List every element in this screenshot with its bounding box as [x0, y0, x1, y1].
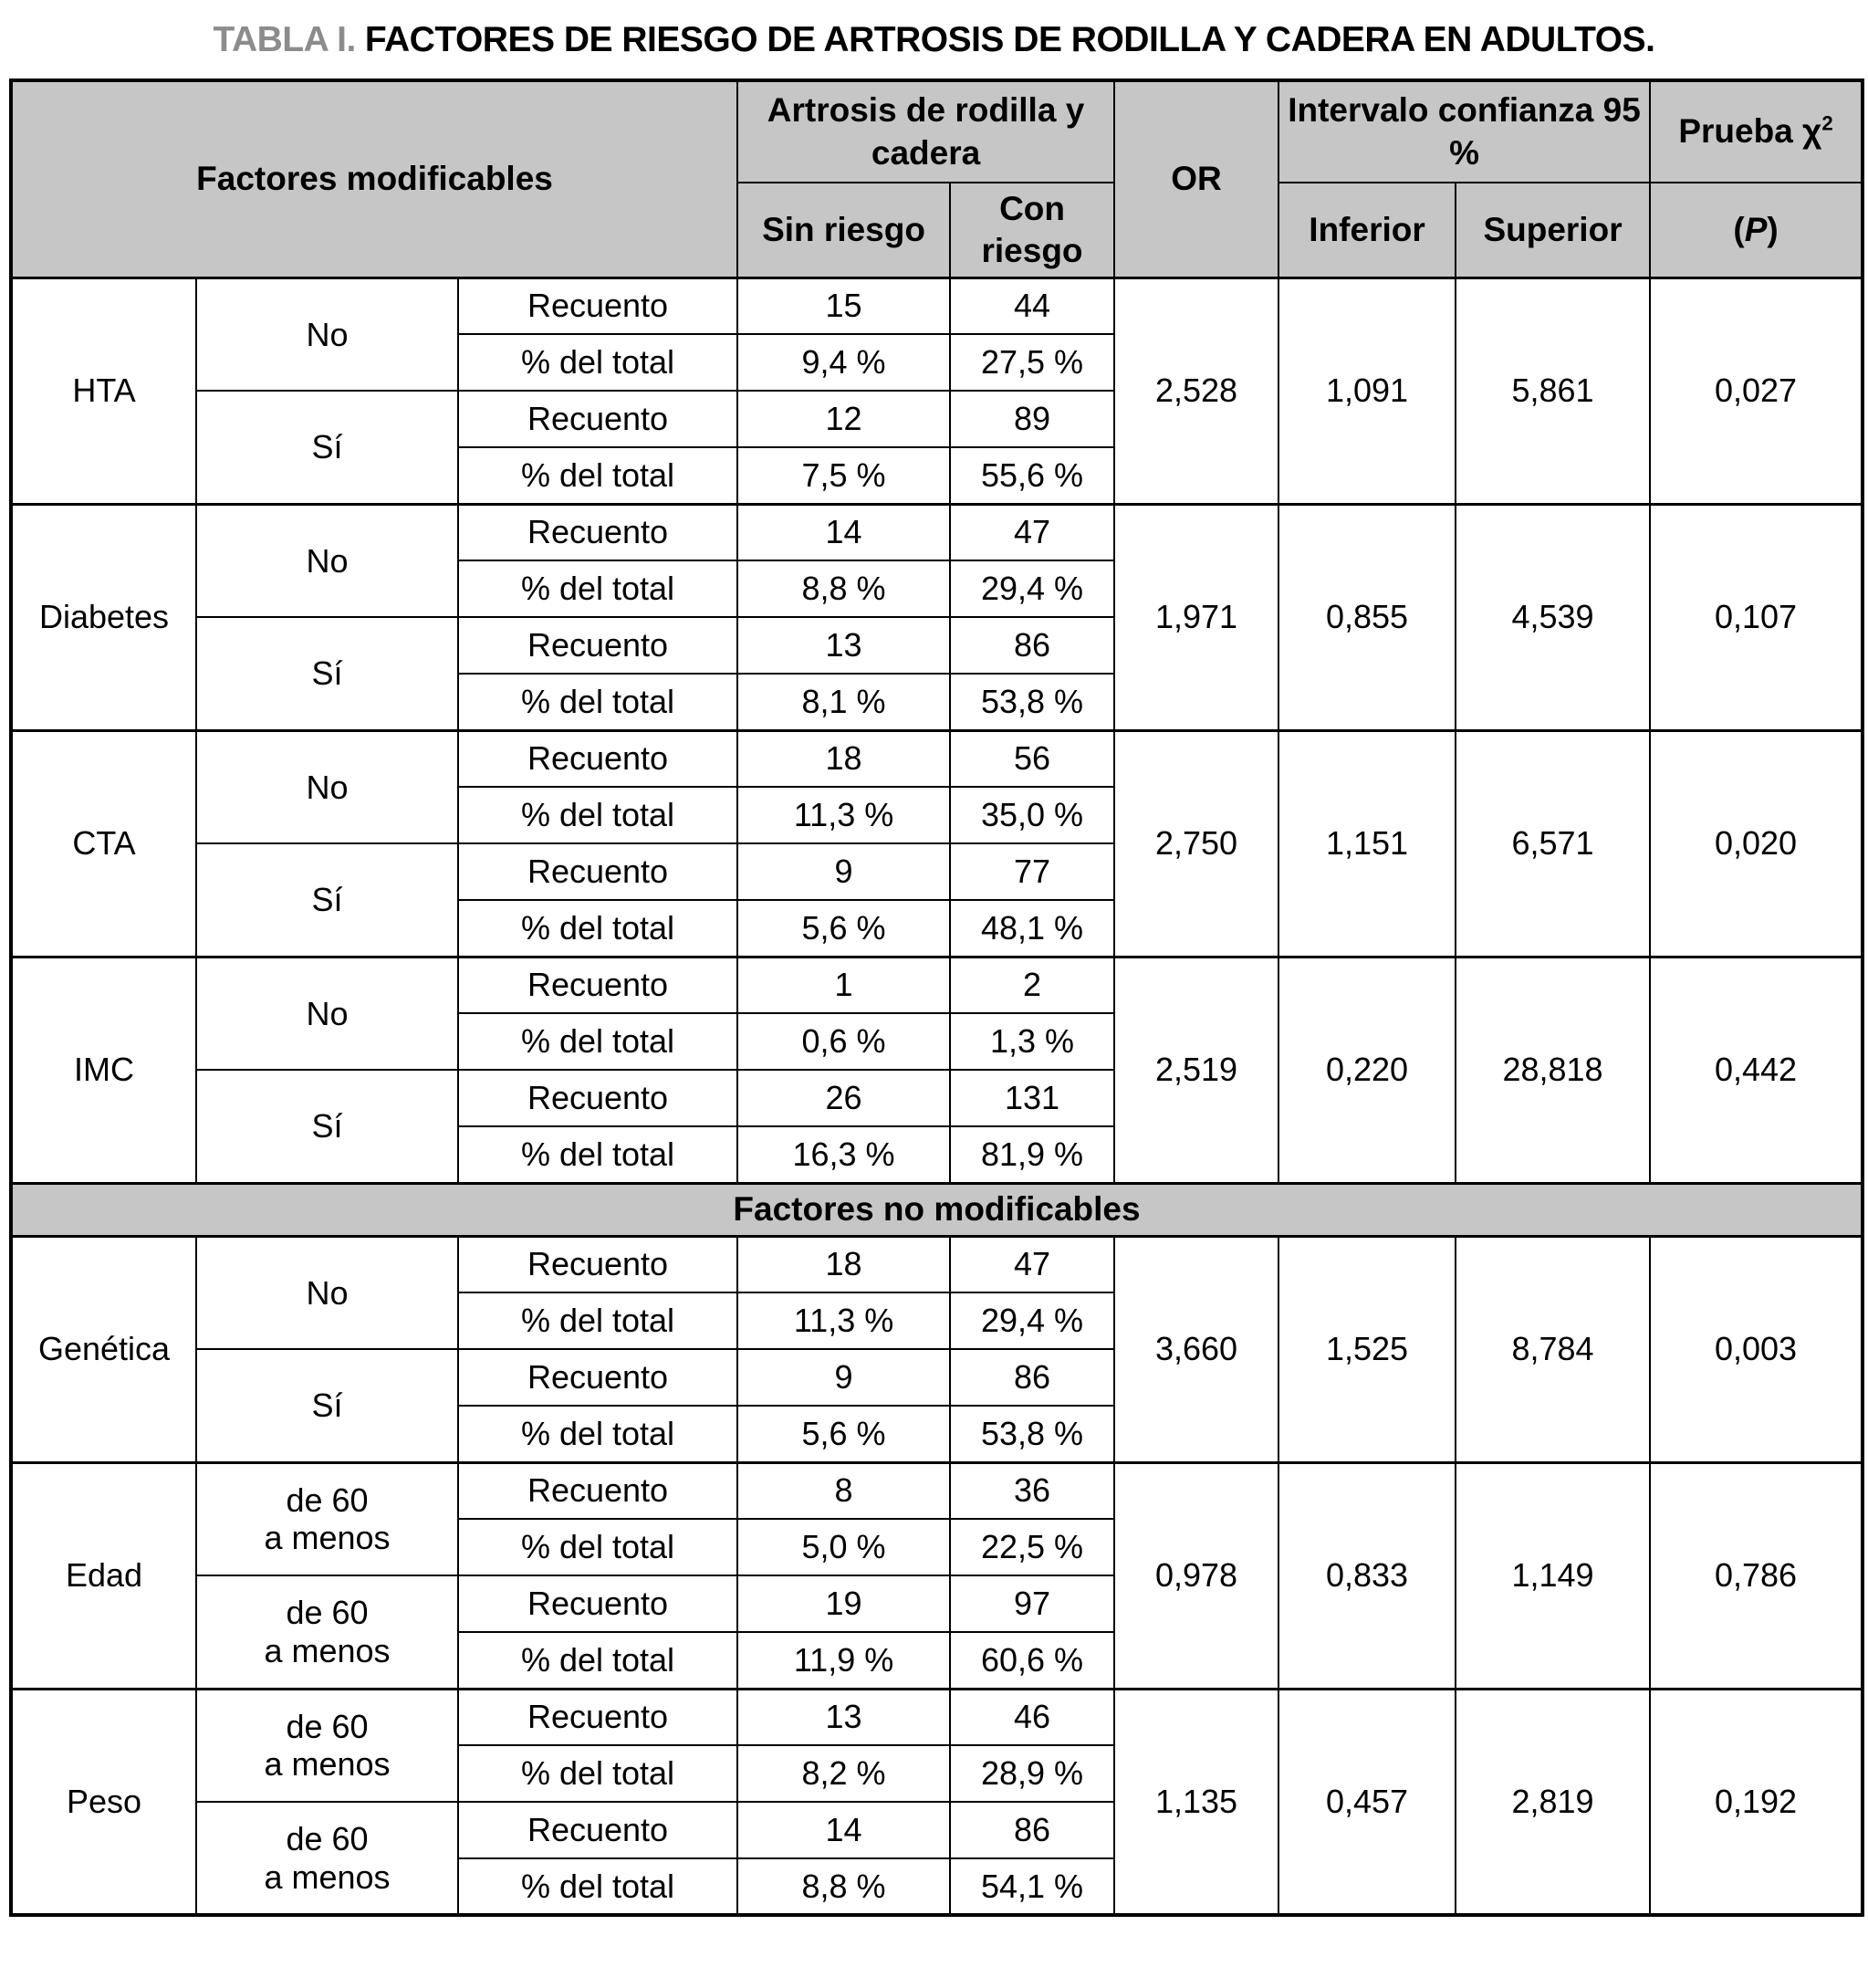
value-cell: 2 [950, 957, 1114, 1013]
level-line: de 60 [286, 1594, 369, 1632]
p-letter: P [1744, 210, 1768, 248]
value-cell: 1,3 % [950, 1013, 1114, 1070]
value-cell: 54,1 % [950, 1858, 1114, 1915]
metric-label: % del total [458, 1406, 737, 1462]
level-line: a menos [264, 1745, 391, 1784]
value-cell: 11,9 % [737, 1632, 950, 1689]
section-header: Factores no modificables [11, 1183, 1863, 1236]
header-con-riesgo: Con riesgo [950, 183, 1114, 277]
value-cell: 26 [737, 1070, 950, 1126]
value-cell: 19 [737, 1575, 950, 1632]
level-label [196, 1575, 458, 1689]
value-cell: 18 [737, 1236, 950, 1292]
ci-inferior-value: 1,151 [1278, 730, 1456, 957]
value-cell: 5,6 % [737, 900, 950, 957]
metric-label: % del total [458, 674, 737, 730]
level-line: de 60 [286, 1707, 369, 1745]
value-cell: 47 [950, 504, 1114, 560]
header-factores-modificables: Factores modificables [11, 80, 737, 277]
level-line: Sí [311, 428, 343, 466]
ci-superior-value: 8,784 [1456, 1236, 1650, 1462]
value-cell: 22,5 % [950, 1519, 1114, 1575]
level-label [196, 1802, 458, 1915]
ci-inferior-value: 0,855 [1278, 504, 1456, 730]
level-line: No [306, 1273, 349, 1312]
header-prueba-chi2 [1650, 80, 1863, 183]
table-row [11, 1462, 1863, 1519]
metric-label: % del total [458, 1126, 737, 1183]
ci-superior-value: 5,861 [1456, 277, 1650, 504]
metric-label: Recuento [458, 1349, 737, 1406]
p-value: 0,192 [1650, 1689, 1863, 1915]
table-row [11, 730, 1863, 787]
ci-superior-value: 6,571 [1456, 730, 1650, 957]
value-cell: 29,4 % [950, 560, 1114, 617]
level-label [196, 504, 458, 617]
table-title-label: TABLA I. [213, 20, 356, 59]
level-label [196, 1462, 458, 1575]
level-label [196, 277, 458, 391]
factor-label: Genética [11, 1236, 196, 1462]
factor-label: Peso [11, 1689, 196, 1915]
value-cell: 47 [950, 1236, 1114, 1292]
value-cell: 8,2 % [737, 1745, 950, 1802]
level-label [196, 1070, 458, 1183]
factor-label: Edad [11, 1462, 196, 1689]
table-title [0, 20, 1868, 60]
or-value: 1,135 [1114, 1689, 1278, 1915]
value-cell: 81,9 % [950, 1126, 1114, 1183]
level-line: Sí [311, 1386, 343, 1425]
metric-label: Recuento [458, 1236, 737, 1292]
level-line: No [306, 768, 349, 806]
metric-label: % del total [458, 1013, 737, 1070]
header-sin-riesgo: Sin riesgo [737, 183, 950, 277]
metric-label: % del total [458, 1292, 737, 1349]
level-line: Sí [311, 654, 343, 693]
header-inferior: Inferior [1278, 183, 1456, 277]
value-cell: 18 [737, 730, 950, 787]
value-cell: 35,0 % [950, 787, 1114, 843]
p-paren-open: ( [1733, 210, 1745, 248]
or-value: 2,750 [1114, 730, 1278, 957]
p-value: 0,027 [1650, 277, 1863, 504]
level-label [196, 1236, 458, 1349]
or-value: 2,528 [1114, 277, 1278, 504]
level-label [196, 617, 458, 730]
metric-label: Recuento [458, 843, 737, 900]
metric-label: Recuento [458, 1802, 737, 1858]
or-value: 3,660 [1114, 1236, 1278, 1462]
or-value: 0,978 [1114, 1462, 1278, 1689]
level-line: Sí [311, 881, 343, 919]
level-label [196, 957, 458, 1070]
metric-label: % del total [458, 787, 737, 843]
level-label [196, 391, 458, 504]
value-cell: 15 [737, 277, 950, 334]
value-cell: 9 [737, 843, 950, 900]
value-cell: 46 [950, 1689, 1114, 1745]
value-cell: 44 [950, 277, 1114, 334]
ci-superior-value: 4,539 [1456, 504, 1650, 730]
p-value: 0,020 [1650, 730, 1863, 957]
level-line: a menos [264, 1519, 391, 1557]
level-line: de 60 [286, 1481, 369, 1519]
value-cell: 36 [950, 1462, 1114, 1519]
metric-label: % del total [458, 334, 737, 391]
level-line: No [306, 541, 349, 580]
table-row [11, 957, 1863, 1013]
value-cell: 11,3 % [737, 787, 950, 843]
p-value: 0,107 [1650, 504, 1863, 730]
level-line: Sí [311, 1107, 343, 1146]
ci-superior-value: 2,819 [1456, 1689, 1650, 1915]
metric-label: Recuento [458, 1070, 737, 1126]
ci-superior-value: 1,149 [1456, 1462, 1650, 1689]
p-value: 0,442 [1650, 957, 1863, 1183]
value-cell: 8,8 % [737, 560, 950, 617]
metric-label: Recuento [458, 1462, 737, 1519]
value-cell: 86 [950, 1349, 1114, 1406]
table-row [11, 1236, 1863, 1292]
ci-inferior-value: 0,833 [1278, 1462, 1456, 1689]
level-label [196, 730, 458, 843]
header-p [1650, 183, 1863, 277]
metric-label: Recuento [458, 1575, 737, 1632]
metric-label: Recuento [458, 730, 737, 787]
or-value: 1,971 [1114, 504, 1278, 730]
metric-label: Recuento [458, 957, 737, 1013]
table-row [11, 1689, 1863, 1745]
metric-label: Recuento [458, 391, 737, 447]
metric-label: % del total [458, 900, 737, 957]
header-artrosis: Artrosis de rodilla y cadera [737, 80, 1114, 183]
value-cell: 13 [737, 1689, 950, 1745]
factor-label: IMC [11, 957, 196, 1183]
prueba-exponent: 2 [1821, 112, 1833, 136]
value-cell: 55,6 % [950, 447, 1114, 504]
section-band-row [11, 1183, 1863, 1236]
table-row [11, 277, 1863, 334]
value-cell: 28,9 % [950, 1745, 1114, 1802]
value-cell: 8 [737, 1462, 950, 1519]
level-line: a menos [264, 1631, 391, 1669]
metric-label: Recuento [458, 1689, 737, 1745]
value-cell: 8,8 % [737, 1858, 950, 1915]
table-row [11, 504, 1863, 560]
value-cell: 0,6 % [737, 1013, 950, 1070]
value-cell: 56 [950, 730, 1114, 787]
p-value: 0,786 [1650, 1462, 1863, 1689]
value-cell: 12 [737, 391, 950, 447]
level-line: a menos [264, 1857, 391, 1896]
value-cell: 13 [737, 617, 950, 674]
value-cell: 27,5 % [950, 334, 1114, 391]
ci-superior-value: 28,818 [1456, 957, 1650, 1183]
metric-label: % del total [458, 447, 737, 504]
value-cell: 86 [950, 1802, 1114, 1858]
header-row-1 [11, 80, 1863, 183]
value-cell: 86 [950, 617, 1114, 674]
value-cell: 89 [950, 391, 1114, 447]
ci-inferior-value: 1,525 [1278, 1236, 1456, 1462]
value-cell: 9,4 % [737, 334, 950, 391]
level-label [196, 843, 458, 957]
level-line: de 60 [286, 1820, 369, 1858]
header-intervalo-confianza: Intervalo confianza 95 % [1278, 80, 1650, 183]
level-line: No [306, 315, 349, 353]
value-cell: 97 [950, 1575, 1114, 1632]
metric-label: % del total [458, 1632, 737, 1689]
risk-factors-table [9, 78, 1864, 1917]
factor-label: HTA [11, 277, 196, 504]
value-cell: 60,6 % [950, 1632, 1114, 1689]
p-value: 0,003 [1650, 1236, 1863, 1462]
header-superior: Superior [1456, 183, 1650, 277]
ci-inferior-value: 0,457 [1278, 1689, 1456, 1915]
value-cell: 131 [950, 1070, 1114, 1126]
level-line: No [306, 994, 349, 1032]
value-cell: 7,5 % [737, 447, 950, 504]
level-label [196, 1689, 458, 1802]
value-cell: 16,3 % [737, 1126, 950, 1183]
value-cell: 14 [737, 1802, 950, 1858]
value-cell: 1 [737, 957, 950, 1013]
value-cell: 5,0 % [737, 1519, 950, 1575]
or-value: 2,519 [1114, 957, 1278, 1183]
metric-label: % del total [458, 1858, 737, 1915]
header-or: OR [1114, 80, 1278, 277]
value-cell: 53,8 % [950, 674, 1114, 730]
value-cell: 5,6 % [737, 1406, 950, 1462]
value-cell: 8,1 % [737, 674, 950, 730]
metric-label: % del total [458, 1745, 737, 1802]
value-cell: 9 [737, 1349, 950, 1406]
metric-label: % del total [458, 560, 737, 617]
p-paren-close: ) [1767, 210, 1779, 248]
value-cell: 11,3 % [737, 1292, 950, 1349]
factor-label: Diabetes [11, 504, 196, 730]
table-title-text: FACTORES DE RIESGO DE ARTROSIS DE RODILLA Y CADERA EN ADULTOS. [364, 20, 1655, 59]
value-cell: 29,4 % [950, 1292, 1114, 1349]
metric-label: Recuento [458, 504, 737, 560]
value-cell: 77 [950, 843, 1114, 900]
prueba-text: Prueba χ [1678, 112, 1822, 151]
level-label [196, 1349, 458, 1462]
value-cell: 14 [737, 504, 950, 560]
ci-inferior-value: 1,091 [1278, 277, 1456, 504]
value-cell: 53,8 % [950, 1406, 1114, 1462]
metric-label: % del total [458, 1519, 737, 1575]
metric-label: Recuento [458, 277, 737, 334]
factor-label: CTA [11, 730, 196, 957]
ci-inferior-value: 0,220 [1278, 957, 1456, 1183]
value-cell: 48,1 % [950, 900, 1114, 957]
metric-label: Recuento [458, 617, 737, 674]
